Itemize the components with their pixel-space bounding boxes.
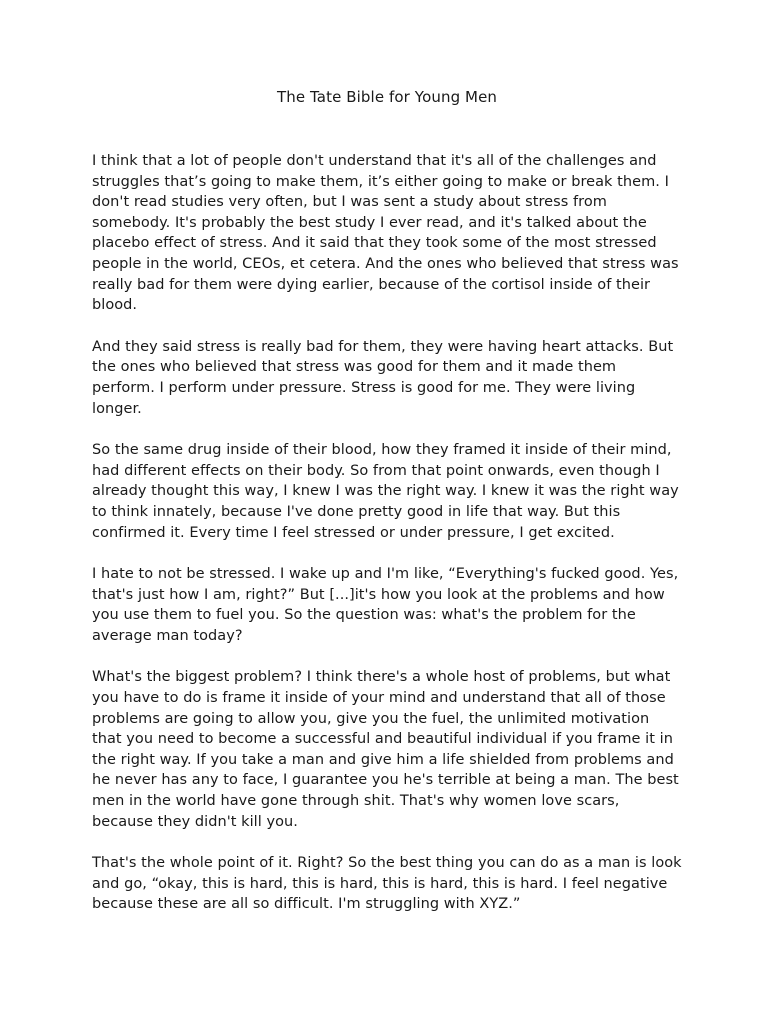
paragraph-2: And they said stress is really bad for them, they were having heart attacks. But the ones who believed that stress was good for them and it made them perform. I perform under pressure. Stress is good for me. They were living longer.: [92, 338, 674, 417]
paragraph-3: So the same drug inside of their blood, how they framed it inside of their mind, had different effects on their body. So from that point onwards, even though I already thought this way, I knew I was the right way. I knew it was the right way to think innately, because I've done pretty good in life that way. But this confirmed it. Every time I feel stressed or under pressure, I get excited.: [92, 442, 679, 541]
paragraph-1: I think that a lot of people don't understand that it's all of the challenges and struggles that’s going to make them, it’s either going to make or break them. I don't read studies very often, but I was sent a study about stress from somebody. It's probably the best study I ever read, and it's talked about the placebo effect of stress. And it said that they took some of the most stressed people in the world, CEOs, et cetera. And the ones who believed that stress was really bad for them were dying earlier, because of the cortisol inside of their blood.: [92, 153, 679, 314]
paragraph-4: I hate to not be stressed. I wake up and I'm like, “Everything's fucked good. Yes, that's just how I am, right?” But [...]it's how you look at the problems and how you use them to fuel you. So the question was: what's the problem for the average man today?: [92, 566, 679, 644]
document-page: [92, 88, 682, 936]
paragraph-6: That's the whole point of it. Right? So the best thing you can do as a man is look and go, “okay, this is hard, this is hard, this is hard, this is hard. I feel negative because these are all so difficult. I'm struggling with XYZ.”: [92, 855, 682, 913]
document-title: The Tate Bible for Young Men: [276, 88, 498, 106]
paragraph-5: What's the biggest problem? I think there's a whole host of problems, but what you have to do is frame it inside of your mind and understand that all of those problems are going to allow you, give you the fuel, the unlimited motivation that you need to become a successful and beautiful individual if you frame it in the right way. If you take a man and give him a life shielded from problems and he never has any to face, I guarantee you he's terrible at being a man. The best men in the world have gone through shit. That's why women love scars, because they didn't kill you.: [92, 669, 679, 830]
